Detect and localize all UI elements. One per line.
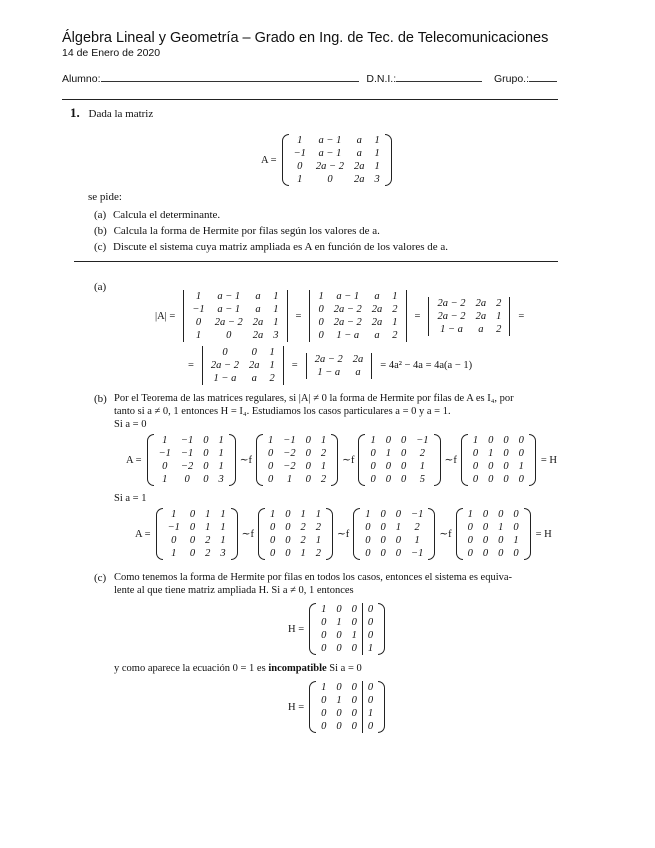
matrix-cell: 1 − a [213, 373, 237, 384]
matrix-cell: 0 [222, 347, 228, 358]
matrix-cell: 2 [315, 522, 321, 533]
matrix-cell: 1 − a [317, 366, 341, 378]
matrix-cell: a − 1 [336, 291, 360, 302]
matrix-cell: 2 [300, 522, 306, 533]
matrix-cell: 0 [305, 474, 311, 485]
matrix-cell: 0 [488, 461, 494, 472]
matrix-cell: 1 [195, 330, 202, 341]
matrix-entries [263, 434, 331, 486]
matrix-cell: 2a − 2 [333, 317, 362, 328]
matrix-cell: 0 [400, 474, 407, 485]
matrix-cell: 1 [320, 461, 327, 472]
matrix-cell: 0 [467, 535, 473, 546]
matrix-cell: 1 [518, 461, 524, 472]
matrix-cell: 1 [318, 291, 324, 302]
matrix-cell: 0 [518, 435, 524, 446]
matrix-cell: 1 [320, 435, 327, 446]
matrix-cell: 2a − 2 [437, 297, 466, 309]
matrix-cell: 0 [488, 435, 494, 446]
matrix-entries [265, 508, 326, 560]
matrix-cell: 0 [268, 461, 274, 472]
matrix-cell: −1 [158, 448, 171, 459]
matrix-cell: 0 [380, 509, 386, 520]
matrix-entries [468, 434, 529, 486]
grupo-field[interactable] [529, 72, 557, 82]
matrix-cell: 0 [203, 435, 209, 446]
item-b: (b) Calcula la forma de Hermite por filas según los valores de a. [94, 225, 380, 237]
exam-date: 14 de Enero de 2020 [62, 47, 161, 59]
matrix-cell: 0 [318, 330, 324, 341]
hermite-chain-a0: A = 1 −1 0 1 −1 −1 0 1 0 −2 0 1 1 0 0 3 ∼f 1 −1 0 1 0 −2 0 2 0 −2 0 1 0 1 0 2 ∼f 1 0 0 −1 0 1 0 2 0 0 0 1 0 0 0 5 ∼f 1 0 0 0 0 1 0 0 0 0 0 1 0 0 0 0 = H [126, 435, 557, 485]
matrix-cell: −1 [167, 522, 180, 533]
matrix-cell: 0 [385, 461, 391, 472]
matrix-cell: 1 [321, 604, 327, 615]
determinant-result: = 4a² − 4a = 4a(a − 1) [380, 360, 473, 371]
dni-label: D.N.I.: [366, 73, 397, 85]
matrix-cell: 1 [273, 317, 279, 328]
matrix-cell: 0 [380, 535, 386, 546]
matrix-cell: −1 [180, 448, 194, 459]
matrix-cell: 0 [472, 461, 479, 472]
solution-b-line2: tanto si a ≠ 0, 1 entonces H = I₄. Estudiamos los casos particulares a = 0 y a = 1. [114, 406, 451, 417]
matrix-cell: 0 [189, 509, 196, 520]
matrix-cell: 0 [518, 448, 524, 459]
matrix-cell: 1 [205, 522, 211, 533]
matrix-cell: 1 [362, 707, 378, 720]
matrix-cell: 2a [354, 174, 365, 185]
matrix-A [256, 134, 392, 186]
matrix-cell: 0 [285, 535, 291, 546]
matrix-cell: 0 [189, 535, 196, 546]
solution-c-line2: lente al que tiene matriz ampliada H. Si a ≠ 0, 1 entonces [114, 585, 354, 596]
matrix-cell: 0 [336, 643, 342, 654]
matrix-cell: 1 [336, 617, 342, 628]
matrix-cell: 0 [513, 509, 519, 520]
matrix-cell: 0 [498, 509, 504, 520]
solution-b-tag: (b) [94, 393, 107, 405]
matrix-cell: 0 [503, 448, 509, 459]
matrix-cell: 0 [365, 522, 371, 533]
matrix-cell: 0 [362, 720, 378, 733]
matrix-cell: 0 [171, 535, 177, 546]
matrix-cell: 0 [327, 174, 333, 185]
matrix-cell: 1 [374, 135, 380, 146]
matrix-cell: 1 [268, 435, 274, 446]
se-pide: se pide: [88, 191, 122, 203]
matrix-cell: 0 [184, 474, 190, 485]
matrix-cell: 2a [475, 297, 487, 309]
matrix-cell: 2a [252, 330, 264, 341]
matrix-cell: 1 [321, 682, 327, 693]
matrix-cell: 2a [354, 161, 365, 172]
matrix-cell: 0 [321, 630, 327, 641]
matrix-cell: 0 [195, 317, 202, 328]
matrix-cell: 2 [419, 448, 425, 459]
matrix-cell: 1 [498, 522, 504, 533]
matrix-cell: 0 [370, 474, 376, 485]
matrix-cell: −2 [283, 461, 296, 472]
case-a0-label: Si a = 0 [114, 419, 147, 430]
alumno-label: Alumno: [62, 73, 101, 85]
matrix-cell: −1 [180, 435, 194, 446]
matrix-cell: 0 [365, 535, 371, 546]
matrix-cell: a [356, 148, 362, 159]
matrix-cell: 0 [321, 695, 327, 706]
matrix-cell: 0 [268, 448, 274, 459]
matrix-cell: −1 [411, 509, 424, 520]
solution-a-tag: (a) [94, 281, 107, 293]
matrix-cell: 1 [218, 461, 224, 472]
matrix-cell: 1 [220, 535, 226, 546]
matrix-cell: 0 [482, 522, 489, 533]
matrix-cell: 0 [370, 448, 376, 459]
matrix-cell: 0 [467, 522, 473, 533]
matrix-cell: 0 [268, 474, 274, 485]
matrix-cell: 1 [374, 148, 380, 159]
solution-b-line1: Por el Teorema de las matrices regulares, si |A| ≠ 0 la forma de Hermite por filas de A es I₄, por [114, 393, 514, 404]
matrix-cell: −1 [283, 435, 296, 446]
matrix-entries [289, 134, 385, 186]
matrix-cell: 1 [218, 435, 224, 446]
matrix-cell: 3 [218, 474, 224, 485]
matrix-cell: 0 [351, 695, 357, 706]
incompatible-label: incompatible [268, 663, 327, 674]
matrix-entries [310, 353, 369, 379]
matrix-cell: 0 [482, 509, 489, 520]
matrix-cell: 0 [482, 548, 489, 559]
matrix-cell: 0 [365, 548, 371, 559]
matrix-cell: 1 [273, 304, 279, 315]
matrix-cell: 0 [498, 548, 504, 559]
divider [62, 99, 558, 100]
matrix-cell: 0 [162, 461, 168, 472]
matrix-entries [313, 290, 402, 342]
matrix-cell: 2a [249, 360, 260, 371]
matrix-cell: 0 [336, 682, 342, 693]
matrix-cell: −1 [416, 435, 429, 446]
matrix-cell: 0 [380, 522, 386, 533]
matrix-cell: 1 [218, 448, 224, 459]
matrix-cell: 1 [220, 522, 226, 533]
matrix-cell: 0 [351, 682, 357, 693]
matrix-cell: 0 [351, 604, 357, 615]
matrix-cell: a [255, 304, 261, 315]
matrix-cell: 1 [315, 535, 321, 546]
matrix-cell: 0 [503, 461, 509, 472]
matrix-cell: 2a [371, 317, 383, 328]
matrix-cell: 2 [414, 522, 420, 533]
matrix-label: A = [261, 154, 277, 166]
matrix-cell: 1 [269, 360, 275, 371]
matrix-cell: 1 [365, 509, 371, 520]
matrix-cell: 0 [518, 474, 524, 485]
matrix-cell: 1 [392, 291, 398, 302]
matrix-cell: 0 [336, 604, 342, 615]
matrix-cell: 0 [362, 694, 378, 707]
matrix-cell: 0 [203, 448, 209, 459]
matrix-cell: 1 [336, 695, 342, 706]
matrix-cell: 0 [503, 435, 509, 446]
matrix-cell: 1 [351, 630, 357, 641]
matrix-cell: 2a [371, 304, 383, 315]
matrix-cell: 0 [351, 617, 357, 628]
matrix-cell: a [374, 291, 380, 302]
matrix-cell: 1 [395, 522, 401, 533]
divider [74, 261, 558, 262]
matrix-cell: 3 [273, 330, 279, 341]
matrix-cell: 0 [362, 616, 378, 629]
student-info-row [62, 72, 557, 85]
matrix-cell: 2 [205, 535, 211, 546]
matrix-cell: 2a − 2 [437, 310, 466, 322]
document-title: Álgebra Lineal y Geometría – Grado en Ing. de Tec. de Telecomunicaciones [62, 30, 549, 46]
hermite-chain-a1: A = 1 0 1 1 −1 0 1 1 0 0 2 1 1 0 2 3 ∼f 1 0 1 1 0 0 2 2 0 0 2 1 0 0 1 2 ∼f 1 0 0 −1 0 0 1 2 0 0 0 1 0 0 0 −1 ∼f 1 0 0 0 0 0 1 0 0 0 0 1 0 0 0 0 = H [135, 509, 552, 559]
matrix-cell: 0 [269, 522, 276, 533]
matrix-cell: 1 [300, 509, 306, 520]
matrix-cell: 0 [189, 548, 196, 559]
matrix-cell: 0 [395, 509, 401, 520]
problem-intro: Dada la matriz [88, 108, 154, 120]
matrix-entries [360, 508, 428, 560]
matrix-cell: 1 [286, 474, 293, 485]
matrix-cell: 0 [203, 474, 209, 485]
matrix-cell: 0 [297, 161, 303, 172]
matrix-cell: 0 [472, 474, 479, 485]
matrix-cell: 0 [285, 522, 291, 533]
matrix-cell: 2a [252, 317, 264, 328]
matrix-cell: a [355, 366, 361, 378]
matrix-cell: 1 [467, 509, 473, 520]
matrix-cell: 0 [400, 448, 407, 459]
matrix-cell: 2 [392, 304, 398, 315]
matrix-cell: 0 [305, 461, 311, 472]
matrix-cell: 2a − 2 [314, 353, 343, 365]
matrix-cell: 2a − 2 [210, 360, 240, 371]
problem-header [70, 106, 153, 121]
alumno-field[interactable] [101, 72, 359, 82]
matrix-cell: 2 [320, 448, 327, 459]
matrix-cell: a [478, 323, 484, 335]
matrix-cell: 3 [220, 548, 226, 559]
matrix-cell: 0 [351, 721, 357, 732]
matrix-cell: a [356, 135, 362, 146]
determinant-row-2: = 0 0 1 2a − 2 2a 1 1 − a a 2 = 2a − 2 2a 1 − a a = 4a² − 4a = 4a(a − 1) [183, 346, 477, 385]
matrix-cell: 0 [318, 304, 324, 315]
matrix-cell: 0 [395, 548, 401, 559]
matrix-cell: 0 [488, 474, 494, 485]
matrix-cell: 2 [320, 474, 327, 485]
matrix-cell: a − 1 [318, 148, 342, 159]
matrix-cell: 5 [419, 474, 425, 485]
matrix-cell: 0 [305, 435, 311, 446]
matrix-cell: 1 [385, 448, 391, 459]
matrix-cell: a − 1 [217, 291, 241, 302]
matrix-cell: a [251, 373, 257, 384]
matrix-cell: 0 [380, 548, 386, 559]
matrix-cell: a [374, 330, 380, 341]
matrix-cell: 2 [496, 323, 502, 335]
matrix-cell: 0 [203, 461, 209, 472]
solution-c-conclusion: y como aparece la ecuación 0 = 1 es incompatible Si a = 0 [114, 663, 362, 674]
matrix-cell: 1 [162, 474, 168, 485]
matrix-cell: 0 [321, 643, 327, 654]
matrix-entries [463, 508, 524, 560]
matrix-entries [316, 681, 378, 733]
matrix-cell: 2a − 2 [214, 317, 243, 328]
matrix-cell: 1 [269, 347, 275, 358]
matrix-cell: 0 [251, 347, 257, 358]
matrix-cell: 0 [482, 535, 489, 546]
matrix-cell: 2a [475, 310, 487, 322]
matrix-cell: 0 [285, 509, 291, 520]
matrix-cell: −1 [192, 304, 205, 315]
matrix-entries [316, 603, 378, 655]
item-a: (a) Calcula el determinante. [94, 209, 221, 221]
matrix-cell: 0 [226, 330, 232, 341]
matrix-H-general: H = 1 0 0 0 0 1 0 0 0 0 1 0 0 0 0 1 [283, 603, 385, 655]
matrix-cell: 0 [321, 617, 327, 628]
matrix-cell: 0 [318, 317, 324, 328]
matrix-cell: 0 [351, 708, 357, 719]
solution-c-line1: Como tenemos la forma de Hermite por filas en todos los casos, entonces el sistema es equiva- [114, 572, 513, 583]
matrix-cell: 1 − a [336, 330, 360, 341]
matrix-cell: 1 [374, 161, 380, 172]
matrix-cell: 1 [315, 509, 321, 520]
solution-c-tag: (c) [94, 572, 107, 584]
matrix-cell: 0 [189, 522, 196, 533]
matrix-cell: 0 [513, 522, 519, 533]
matrix-cell: 1 [205, 509, 211, 520]
matrix-cell: a [255, 291, 261, 302]
case-a1-label: Si a = 1 [114, 493, 147, 504]
matrix-cell: 0 [305, 448, 311, 459]
matrix-cell: 0 [351, 643, 357, 654]
matrix-cell: −1 [293, 148, 306, 159]
matrix-cell: 1 [297, 174, 303, 185]
matrix-cell: 1 [414, 535, 420, 546]
matrix-cell: 0 [395, 535, 401, 546]
matrix-cell: 2 [496, 297, 502, 309]
matrix-cell: 0 [400, 435, 407, 446]
matrix-cell: 1 [392, 317, 398, 328]
matrix-cell: 1 [370, 435, 376, 446]
matrix-cell: 0 [385, 474, 391, 485]
matrix-cell: 1 [496, 310, 502, 322]
matrix-cell: 2 [315, 548, 321, 559]
matrix-entries [206, 346, 280, 385]
matrix-cell: 1 [300, 548, 306, 559]
matrix-cell: 1 [273, 291, 279, 302]
matrix-cell: 0 [503, 474, 509, 485]
matrix-cell: 2a − 2 [333, 304, 362, 315]
matrix-cell: 1 [472, 435, 479, 446]
matrix-cell: a − 1 [217, 304, 241, 315]
matrix-cell: 3 [374, 174, 380, 185]
matrix-cell: 0 [269, 535, 276, 546]
matrix-cell: 0 [362, 629, 378, 642]
matrix-cell: 2 [392, 330, 398, 341]
matrix-cell: 1 [269, 509, 276, 520]
matrix-cell: 2 [300, 535, 306, 546]
matrix-cell: 0 [362, 603, 378, 616]
matrix-cell: 2 [205, 548, 211, 559]
matrix-cell: 1 [162, 435, 168, 446]
determinant-row-1: |A| = 1 a − 1 a 1 −1 a − 1 a 1 0 2a − 2 2a 1 1 0 2a 3 = 1 a − 1 a 1 0 2a − 2 2a 2 0 2a − 2 2a 1 0 1 − a a 2 = 2a − 2 2a 2 2a − 2 2a 1 1 − a a 2 = [155, 291, 525, 341]
matrix-cell: 0 [285, 548, 291, 559]
matrix-cell: 2a − 2 [315, 161, 344, 172]
matrix-cell: 0 [370, 461, 376, 472]
matrix-cell: 0 [269, 548, 276, 559]
matrix-cell: 0 [385, 435, 391, 446]
matrix-cell: 1 [220, 509, 226, 520]
item-c: (c) Discute el sistema cuya matriz ampliada es A en función de los valores de a. [94, 241, 449, 253]
matrix-cell: 1 [513, 535, 519, 546]
matrix-cell: 1 [171, 548, 177, 559]
matrix-cell: 0 [498, 535, 504, 546]
matrix-cell: 0 [336, 630, 342, 641]
matrix-entries [365, 434, 433, 486]
matrix-cell: 0 [336, 708, 342, 719]
matrix-entries [163, 508, 231, 560]
matrix-cell: 1 [419, 461, 425, 472]
matrix-H-a0: H = 1 0 0 0 0 1 0 0 0 0 0 1 0 0 0 0 [283, 681, 385, 733]
matrix-cell: 0 [472, 448, 479, 459]
matrix-cell: −1 [411, 548, 424, 559]
matrix-cell: 0 [321, 721, 327, 732]
matrix-cell: 1 [297, 135, 303, 146]
matrix-cell: 0 [362, 681, 378, 694]
grupo-label: Grupo.: [493, 73, 530, 85]
matrix-cell: a − 1 [318, 135, 342, 146]
matrix-cell: 2a [352, 353, 364, 365]
matrix-cell: 0 [321, 708, 327, 719]
matrix-cell: 2 [269, 373, 275, 384]
matrix-entries [187, 290, 283, 342]
matrix-entries [154, 434, 229, 486]
matrix-cell: 0 [467, 548, 473, 559]
problem-number: 1. [70, 105, 80, 120]
matrix-cell: −2 [283, 448, 296, 459]
matrix-cell: 1 [362, 642, 378, 655]
matrix-cell: 0 [336, 721, 342, 732]
dni-field[interactable] [396, 72, 482, 82]
matrix-cell: 1 − a [440, 323, 463, 335]
matrix-cell: 0 [400, 461, 407, 472]
matrix-cell: −2 [180, 461, 194, 472]
matrix-cell: 1 [195, 291, 202, 302]
matrix-cell: 1 [171, 509, 177, 520]
matrix-entries [432, 297, 506, 336]
matrix-cell: 1 [488, 448, 494, 459]
matrix-cell: 0 [513, 548, 519, 559]
